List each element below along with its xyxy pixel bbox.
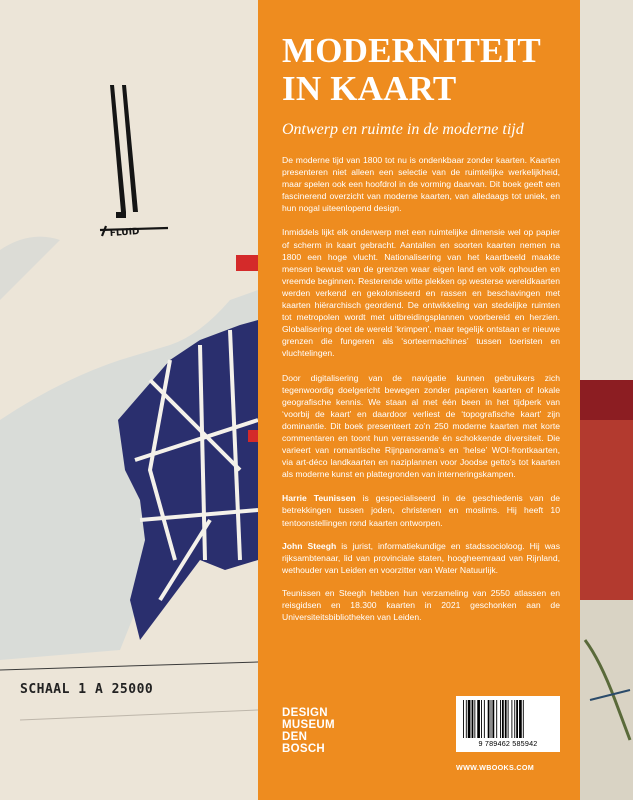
author-bio-text: is gespecialiseerd in de geschiedenis van de betrekkingen tussen joden, christenen en moslims. Hij heeft 10 tentoonstellingen rond kaarten ontworpen. [282, 493, 561, 528]
logo-line: MUSEUM [282, 719, 335, 731]
blurb-text [282, 154, 560, 623]
publisher-website: WWW.WBOOKS.COM [456, 763, 535, 772]
author-bio-teunissen [282, 492, 560, 528]
title-line-2: IN KAART [282, 69, 457, 108]
book-title [282, 32, 560, 108]
barcode-bars [462, 700, 554, 738]
logo-line: DESIGN [282, 707, 328, 719]
blurb-paragraph: Inmiddels lijkt elk onderwerp met een ruimtelijke dimensie wel op papier of scherm in kaart gebracht. Aantallen en soorten kaarten nemen na 1800 een hoge vlucht. Nationalisering van het kaartbeeld maakte mensen bewust van de grenzen waar eigen land en volk ophouden en vreemde beginnen. Resterende witte plekken op westerse wereldkaarten werden verkend en gekoloniseerd en rassen en beschavingen met kaarten hiërarchisch geordend. De ontwikkeling van stedelijke ruimten tot metropolen wordt met uitbreidingsplannen voorbereid en herzien. Globalisering doet de wereld ‘krimpen’, maar tegelijk ontstaan er nieuwe grenzen die fungeren als ‘sorteermachines’ tussen toeristen en vluchtelingen. [282, 227, 560, 359]
logo-line: DEN [282, 731, 308, 743]
author-name: Harrie Teunissen [282, 493, 356, 504]
author-bio-text: is jurist, informatiekundige en stadssocioloog. Hij was rijksambtenaar, lid van provinciale staten, hoogheemraad van Rijnland, wethouder van Leiden en voorzitter van Water Natuurlijk. [282, 540, 560, 575]
blurb-paragraph: De moderne tijd van 1800 tot nu is ondenkbaar zonder kaarten. Kaarten presenteren niet alleen een selectie van de ruimtelijke werkelijkheid, maar spelen ook een hoofdrol in de vorming daarvan. Dit boek geeft een fascinerend overzicht van moderne kaarten, van alledaags tot uniek, en hun nogal uiteenlopend design. [282, 155, 560, 214]
map-label-text: FLUID [109, 226, 140, 239]
title-line-1: MODERNITEIT [282, 31, 541, 70]
logo-line: BOSCH [282, 743, 326, 755]
blurb-paragraph: Door digitalisering van de navigatie kunnen gebruikers zich tegenwoordig doelgericht bewegen zonder papieren kaarten of lokale geografische kennis. We staan al met één been in het tijdperk van ‘voorbij de kaart’ en daardoor verliest de ‘topografische kaart’ zijn dominantie. Dit boek presenteert zo’n 250 moderne kaarten met korte commentaren en toont hun verrassende én schokkende diversiteit. Die varieert van romantische Rijnpanorama’s en ‘helse’ WOI-frontkaarten, via art-déco landkaarten en naziplannen voor Joodse getto’s tot kaarten als moderne kunst en plattegronden van interneringskampen. [282, 372, 560, 480]
cover-text-panel [258, 0, 580, 800]
book-subtitle: Ontwerp en ruimte in de moderne tijd [282, 121, 524, 138]
isbn-number: 9 789462 585942 [478, 739, 538, 748]
design-museum-logo [282, 707, 335, 755]
author-bio-steegh [282, 540, 560, 576]
map-scale-label: SCHAAL 1 A 25000 [20, 682, 154, 697]
author-name: John Steegh [282, 540, 337, 551]
closing-paragraph: Teunissen en Steegh hebben hun verzameling van 2550 atlassen en reisgidsen en 18.300 kaarten in 2021 geschonken aan de Universiteitsbibliotheken van Leiden. [282, 587, 560, 623]
isbn-barcode [456, 696, 560, 752]
